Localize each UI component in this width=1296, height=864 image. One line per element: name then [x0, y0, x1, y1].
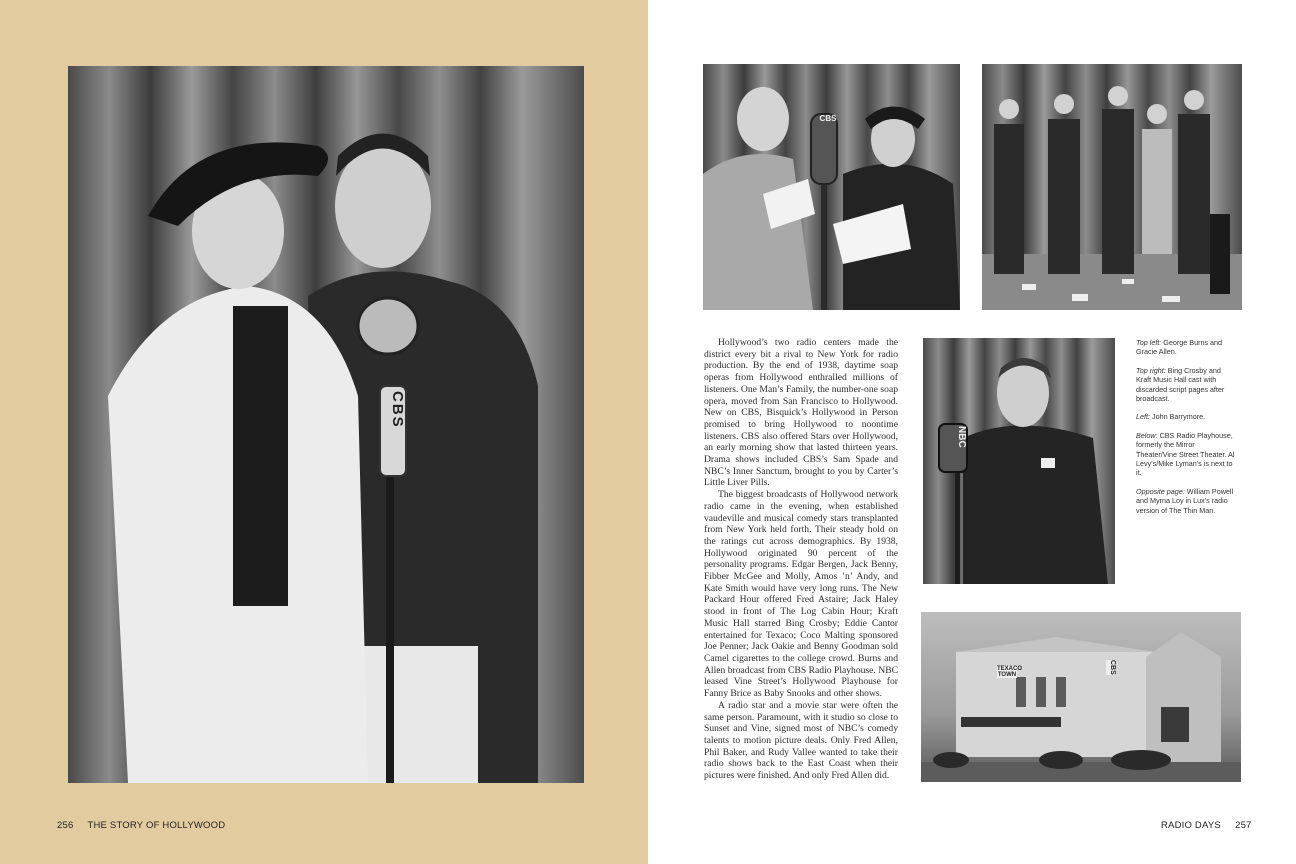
sign-texaco-town: TEXACO TOWN	[997, 666, 1023, 678]
caption-label: Left:	[1136, 412, 1150, 422]
photo-burns-allen	[703, 64, 960, 310]
body-paragraph-2: The biggest broadcasts of Hollywood network radio came in the evening, when established vaudeville and musical comedy stars transplanted from New York held forth. Their steady hold on the ratings cut across demographics. By 1938, Hollywood originated 90 percent of the personality programs. Edgar Bergen, Jack Benny, Fibber McGee and Molly, Amos ’n’ Andy, and Kate Smith would have very long runs. The New Packard Hour offered Fred Astaire; Jack Haley stood in front of The Log Cabin Hour; Kraft Music Hall starred Bing Crosby; Eddie Cantor entertained for Texaco; Coco Malting sponsored Joe Penner; Jack Oakie and Benny Goodman sold Camel cigarettes to the college crowd. Burns and Allen broadcast from CBS Radio Playhouse. NBC leased Vine Street’s Hollywood Playhouse for Fanny Brice as Baby Snooks and other shows.	[704, 489, 898, 700]
caption-left	[1136, 412, 1236, 421]
right-page-number: 257	[1235, 820, 1252, 831]
photo-barrymore-art	[923, 338, 1115, 584]
right-running-head: RADIO DAYS	[1161, 820, 1221, 831]
mic-flag-cbs-small: CBS	[819, 114, 837, 123]
captions	[1136, 338, 1236, 524]
photo-crosby-cast	[982, 64, 1242, 310]
body-paragraph-3: A radio star and a movie star were often the same person. Paramount, with it studio so close to Sunset and Vine, signed most of NBC’s comedy talents to motion picture deals. Only Fred Allen, Phil Baker, and Rudy Vallee wanted to take their radio shows back to the East Coast when their pictures were finished. And only Fred Allen did.	[704, 699, 898, 782]
photo-barrymore	[923, 338, 1115, 584]
caption-text: CBS Radio Playhouse, formerly the Mirror Theater/Vine Street Theater. Al Levy’s/Mike Lyman’s is next to it.	[1136, 430, 1235, 478]
caption-below	[1136, 431, 1236, 478]
mic-flag-cbs: CBS	[389, 391, 406, 429]
left-folio	[57, 820, 225, 831]
body-text	[704, 337, 898, 782]
caption-text: John Barrymore.	[1150, 412, 1206, 422]
left-running-head: THE STORY OF HOLLYWOOD	[87, 820, 226, 831]
caption-top-left	[1136, 338, 1236, 357]
photo-crosby-cast-art	[982, 64, 1242, 310]
caption-top-right	[1136, 366, 1236, 404]
caption-label: Top left:	[1136, 338, 1162, 347]
caption-opposite-page	[1136, 487, 1236, 515]
photo-cbs-playhouse	[921, 612, 1241, 782]
photo-burns-allen-art	[703, 64, 960, 310]
right-folio	[1161, 820, 1252, 831]
caption-text: William Powell and Myrna Loy in Lux’s radio version of The Thin Man.	[1136, 486, 1234, 515]
caption-text: Bing Crosby and Kraft Music Hall cast with discarded script pages after broadcast.	[1136, 365, 1225, 404]
caption-label: Opposite page:	[1136, 486, 1185, 496]
body-paragraph-1: Hollywood’s two radio centers made the district every bit a rival to New York for radio production. By the end of 1938, daytime soap operas from Hollywood enthralled millions of listeners. One Man’s Family, the number-one soap opera, moved from San Francisco to Hollywood. New on CBS, Bisquick’s Hollywood in Person promised to bring Hollywood to noontime listeners. CBS also offered Stars over Hollywood, an early morning show that lasted thirteen years. Drama shows included CBS’s Sam Spade and NBC’s Inner Sanctum, brought to you by Carter’s Little Liver Pills.	[704, 337, 898, 489]
mic-flag-nbc: NBC	[956, 426, 967, 448]
caption-label: Top right:	[1136, 365, 1166, 375]
caption-text: George Burns and Gracie Allen.	[1136, 338, 1223, 357]
photo-powell-loy-art	[68, 66, 584, 783]
sign-cbs-building: CBS	[1106, 660, 1116, 675]
caption-label: Below:	[1136, 430, 1158, 440]
photo-powell-loy	[68, 66, 584, 783]
photo-cbs-playhouse-art	[921, 612, 1241, 782]
left-page-number: 256	[57, 820, 74, 831]
